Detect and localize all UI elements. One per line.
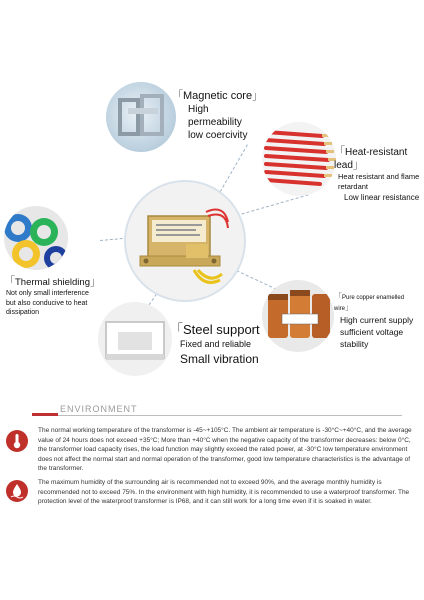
thermal-shielding-title: Thermal shielding <box>15 277 90 288</box>
copper-wire-line: High current supply <box>340 315 414 325</box>
core-laminations-icon <box>106 82 176 152</box>
steel-support-line: Fixed and reliable <box>180 339 252 349</box>
temperature-paragraph: The normal working temperature of the transformer is -45~+105°C. The ambient air temperature is -30°C~+40°C, and the average value of 24 hours does not exceed +35°C; More than +40°C when the negative capacity of the transformer decreases: below 0°C, the transformer load capacity rises, the load function may slightly exceed the rated power, at -30°C low temperature environment does not affect the normal start and normal operation of the transformer, good low temperature characteristics is the advantage of the transformer. <box>38 427 412 472</box>
steel-support-title: Steel support <box>183 322 260 337</box>
magnetic-core-title: Magnetic core <box>183 90 253 102</box>
magnetic-core-line: low coercivity <box>188 130 248 141</box>
heat-resistant-lead-line: retardant <box>338 182 369 191</box>
transformer-icon <box>126 182 244 300</box>
magnetic-core-image <box>106 82 176 152</box>
humidity-paragraph: The maximum humidity of the surrounding air is recommended not to exceed 90%, and the average monthly humidity is recommended not to exceed 75%. In the environment with high humidity, it is recommended to use a waterproof transformer. The protection level of the waterproof transformer is IP68, and it can still work for a long time even if it is soaked in water. <box>38 479 410 505</box>
thermal-shielding-image <box>4 206 68 270</box>
environment-heading: ENVIRONMENT <box>60 404 138 414</box>
copper-wire-title: Pure copper enamelled wire <box>334 295 405 312</box>
thermal-shielding-line: dissipation <box>6 309 40 316</box>
water-drop-icon <box>6 480 28 502</box>
thermal-shielding-line: but also conducive to heat <box>6 299 88 307</box>
steel-support-feature: 「Steel support Fixed and reliable Small vibration <box>170 322 290 367</box>
copper-wire-feature: 「Pure copper enamelled wire」 High current supply sufficient voltage stability <box>334 292 424 350</box>
magnetic-core-line: permeability <box>188 117 242 128</box>
copper-wire-line: stability <box>340 339 369 349</box>
thermal-shielding-feature: 「Thermal shielding」 Not only small interference but also conducive to heat dissipation <box>4 276 114 318</box>
magnetic-core-line: High <box>188 104 209 115</box>
tape-rolls-icon <box>4 206 68 270</box>
steel-support-line: Small vibration <box>180 352 259 366</box>
red-wires-icon <box>262 122 336 196</box>
transformer-image <box>124 180 246 302</box>
thermal-shielding-line: Not only small interference <box>6 290 89 297</box>
heat-resistant-lead-feature: 「Heat-resistant lead」 Heat resistant and flame retardant Low linear resistance <box>334 146 424 204</box>
thermometer-icon <box>6 430 28 452</box>
divider <box>32 415 402 416</box>
divider-accent <box>32 413 58 416</box>
copper-wire-line: sufficient voltage <box>340 327 404 337</box>
magnetic-core-feature: 「Magnetic core」 High permeability low coercivity <box>172 90 264 141</box>
heat-resistant-lead-line: Low linear resistance <box>344 193 420 202</box>
heat-resistant-lead-image <box>262 122 336 196</box>
heat-resistant-lead-title: Heat-resistant lead <box>334 147 408 171</box>
heat-resistant-lead-line: Heat resistant and flame <box>338 172 420 181</box>
